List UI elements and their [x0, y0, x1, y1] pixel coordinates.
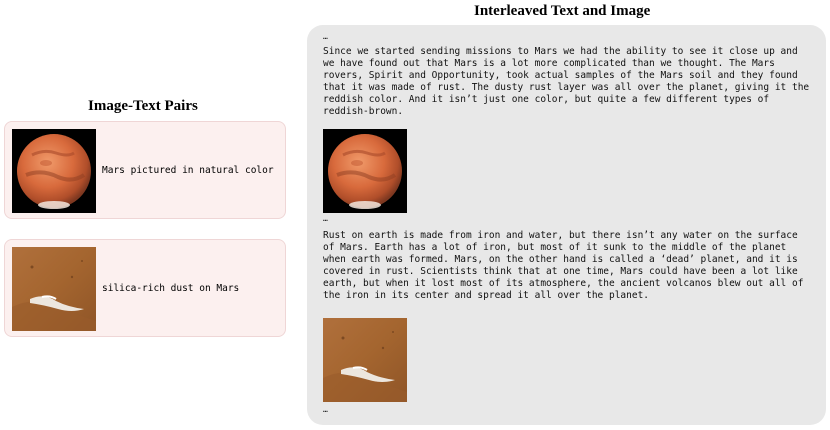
image-text-pairs-heading: Image-Text Pairs — [88, 98, 198, 114]
pair-caption: silica-rich dust on Mars — [102, 282, 240, 294]
interleaved-panel — [307, 25, 826, 425]
pair-caption: Mars pictured in natural color — [102, 164, 274, 176]
text-line: earth, but when it lost most of its atmosphere, the ancient volcanos blew out all of — [323, 278, 804, 289]
text-line: that it was made of rust. The dusty rust layer was all over the planet, giving it the — [323, 82, 810, 93]
text-line: reddish color. And it isn’t just one color, but quite a few different types of — [323, 94, 770, 105]
interleaved-heading: Interleaved Text and Image — [474, 3, 651, 19]
ellipsis: … — [323, 405, 328, 414]
mars-silica-dust-image — [12, 247, 96, 331]
text-line: Since we started sending missions to Mars we had the ability to see it close up and — [323, 46, 798, 57]
image-text-pair-card — [4, 239, 286, 337]
ellipsis: … — [323, 32, 328, 41]
mars-planet-image — [12, 129, 96, 213]
mars-silica-dust-image — [323, 318, 407, 402]
interleaved-paragraph — [323, 230, 819, 302]
text-line: we have found out that Mars is a lot more complicated than we thought. The Mars — [323, 58, 775, 69]
interleaved-paragraph — [323, 46, 819, 118]
image-text-pair-card — [4, 121, 286, 219]
text-line: Rust on earth is made from iron and water, but there isn’t any water on the surface — [323, 230, 798, 241]
text-line: when earth was formed. Mars, on the other hand is called a ‘dead’ planet, and it is — [323, 254, 798, 265]
ellipsis: … — [323, 214, 328, 223]
text-line: covered in rust. Scientists think that at one time, Mars could have been a lot like — [323, 266, 798, 277]
text-line: the iron in its center and spread it all over the planet. — [323, 290, 650, 301]
mars-planet-image — [323, 129, 407, 213]
text-line: rovers, Spirit and Opportunity, took actual samples of the Mars soil and they found — [323, 70, 798, 81]
text-line: of Mars. Earth has a lot of iron, but most of it sunk to the middle of the planet — [323, 242, 787, 253]
text-line: reddish-brown. — [323, 106, 404, 117]
